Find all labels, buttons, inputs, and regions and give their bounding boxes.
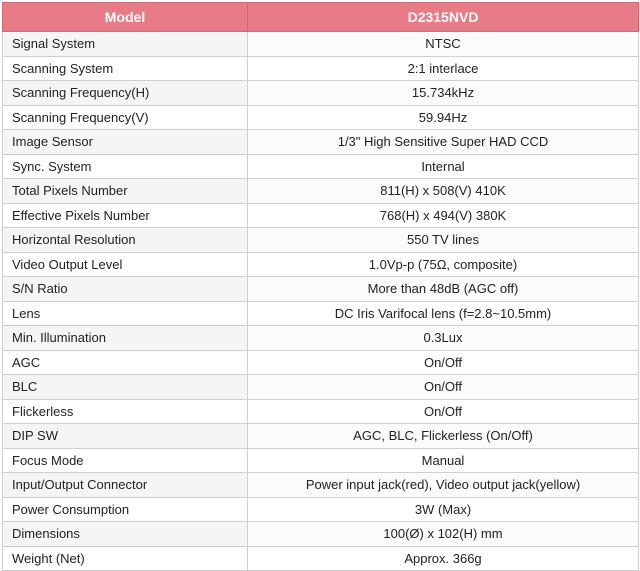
- spec-value: 59.94Hz: [248, 105, 639, 130]
- spec-label: Weight (Net): [3, 546, 248, 571]
- spec-value: On/Off: [248, 350, 639, 375]
- table-header-row: [3, 3, 639, 32]
- spec-value: Internal: [248, 154, 639, 179]
- spec-label: Horizontal Resolution: [3, 228, 248, 253]
- spec-label: Min. Illumination: [3, 326, 248, 351]
- spec-label: Flickerless: [3, 399, 248, 424]
- spec-label: Signal System: [3, 32, 248, 57]
- spec-table: [2, 2, 639, 571]
- spec-label: DIP SW: [3, 424, 248, 449]
- table-row: [3, 228, 639, 253]
- spec-label: BLC: [3, 375, 248, 400]
- table-row: [3, 203, 639, 228]
- table-row: [3, 105, 639, 130]
- table-row: [3, 497, 639, 522]
- table-row: [3, 277, 639, 302]
- spec-label: Video Output Level: [3, 252, 248, 277]
- spec-label: Dimensions: [3, 522, 248, 547]
- spec-label: Total Pixels Number: [3, 179, 248, 204]
- spec-label: Lens: [3, 301, 248, 326]
- table-row: [3, 522, 639, 547]
- spec-value: 811(H) x 508(V) 410K: [248, 179, 639, 204]
- table-row: [3, 399, 639, 424]
- spec-label: S/N Ratio: [3, 277, 248, 302]
- spec-value: Manual: [248, 448, 639, 473]
- spec-label: Power Consumption: [3, 497, 248, 522]
- spec-value: 1.0Vp-p (75Ω, composite): [248, 252, 639, 277]
- header-model-value: D2315NVD: [248, 3, 639, 32]
- spec-label: Sync. System: [3, 154, 248, 179]
- spec-value: NTSC: [248, 32, 639, 57]
- table-row: [3, 32, 639, 57]
- spec-value: 550 TV lines: [248, 228, 639, 253]
- spec-value: 0.3Lux: [248, 326, 639, 351]
- spec-label: Scanning Frequency(V): [3, 105, 248, 130]
- spec-value: 1/3" High Sensitive Super HAD CCD: [248, 130, 639, 155]
- spec-value: Power input jack(red), Video output jack(yellow): [248, 473, 639, 498]
- table-row: [3, 56, 639, 81]
- spec-label: Input/Output Connector: [3, 473, 248, 498]
- table-row: [3, 375, 639, 400]
- spec-label: Scanning System: [3, 56, 248, 81]
- table-row: [3, 350, 639, 375]
- spec-value: On/Off: [248, 375, 639, 400]
- table-row: [3, 326, 639, 351]
- spec-table-body: [3, 32, 639, 571]
- table-row: [3, 252, 639, 277]
- table-row: [3, 130, 639, 155]
- spec-value: 2:1 interlace: [248, 56, 639, 81]
- spec-value: 100(Ø) x 102(H) mm: [248, 522, 639, 547]
- spec-value: 3W (Max): [248, 497, 639, 522]
- table-row: [3, 179, 639, 204]
- header-model-label: Model: [3, 3, 248, 32]
- spec-label: Scanning Frequency(H): [3, 81, 248, 106]
- spec-label: AGC: [3, 350, 248, 375]
- table-row: [3, 154, 639, 179]
- spec-label: Image Sensor: [3, 130, 248, 155]
- table-row: [3, 81, 639, 106]
- spec-value: 15.734kHz: [248, 81, 639, 106]
- spec-value: On/Off: [248, 399, 639, 424]
- spec-value: Approx. 366g: [248, 546, 639, 571]
- table-row: [3, 424, 639, 449]
- spec-value: More than 48dB (AGC off): [248, 277, 639, 302]
- table-row: [3, 546, 639, 571]
- table-row: [3, 448, 639, 473]
- spec-value: DC Iris Varifocal lens (f=2.8~10.5mm): [248, 301, 639, 326]
- table-row: [3, 473, 639, 498]
- spec-label: Focus Mode: [3, 448, 248, 473]
- spec-value: 768(H) x 494(V) 380K: [248, 203, 639, 228]
- spec-value: AGC, BLC, Flickerless (On/Off): [248, 424, 639, 449]
- spec-label: Effective Pixels Number: [3, 203, 248, 228]
- table-row: [3, 301, 639, 326]
